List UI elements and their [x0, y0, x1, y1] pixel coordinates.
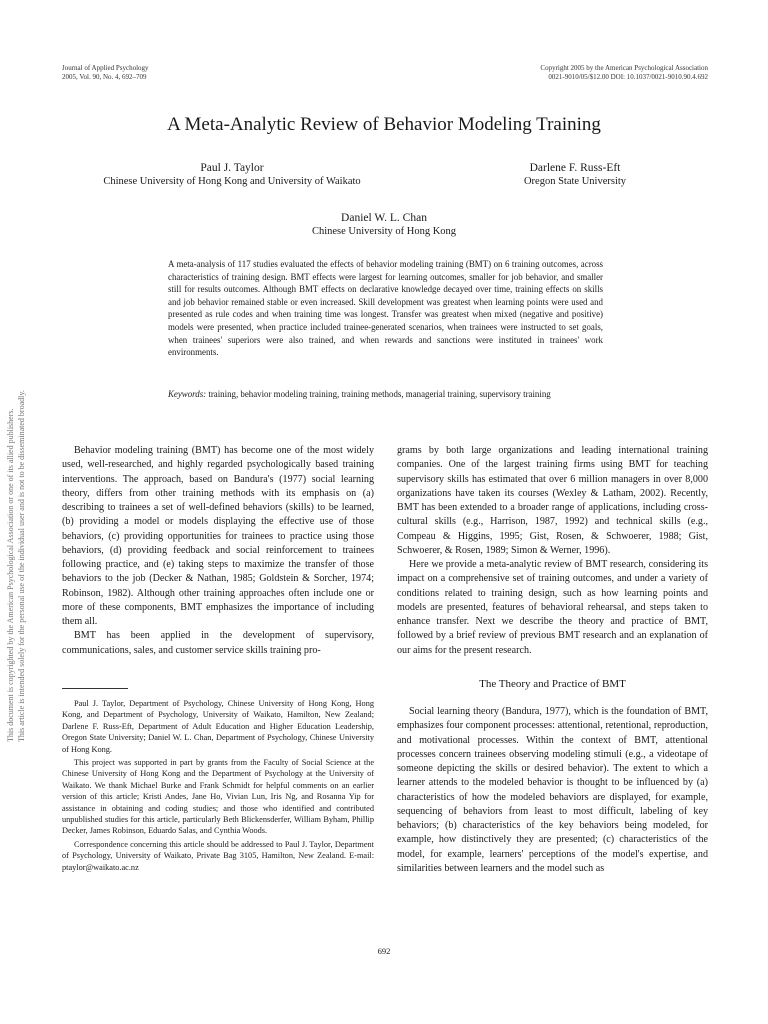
journal-name: Journal of Applied Psychology — [62, 64, 149, 72]
author-name: Darlene F. Russ-Eft — [529, 162, 621, 174]
author-affiliation: Chinese University of Hong Kong — [311, 226, 457, 237]
footnote-affiliations: Paul J. Taylor, Department of Psychology, Chinese University of Hong Kong, Hong Kong, and Department of Psychology, University of Waikato, Hamilton, New Zealand; Darlene F. Russ-Eft, Department of Adult Education and Higher Education Leadership, Oregon State University; Daniel W. L. Chan, Department of Psychology, Chinese University of Hong Kong. — [62, 699, 374, 754]
author-block-1 — [62, 162, 402, 188]
abstract: A meta-analysis of 117 studies evaluated the effects of behavior modeling training (BMT) on 6 training outcomes, across characteristics of training design. BMT effects were largest for learning outcomes, smaller for job behavior, and smaller still for results outcomes. Although BMT effects on declarative knowledge decayed over time, training effects on skills and job behavior remained stable or even increased. Skill development was greatest when learning points were used and presented as rule codes and when training time was longest. Transfer was greatest when mixed (negative and positive) models were presented, when practice included trainee-generated scenarios, when trainees were instructed to set goals, when trainees' superiors were also trained, and when rewards and sanctions were instituted in trainees' work environments. — [168, 259, 603, 358]
body-paragraph: Behavior modeling training (BMT) has become one of the most widely used, well-researched, and highly regarded psychologically based training interventions. The approach, based on Bandura's (1977) social learning theory, differs from other training methods with its emphasis on (a) describing to trainees a set of well-defined behaviors (skills) to be learned, (b) providing a model or models displaying the effective use of those behaviors, (c) providing opportunities for trainees to practice using those behaviors, (d) providing feedback and social reinforcement to trainees following practice, and (e) taking steps to maximize the transfer of those behaviors to the job (Decker & Nathan, 1985; Goldstein & Sorcher, 1974; Robinson, 1982). Although other training approaches often include one or more of these components, BMT emphasizes the importance of including them all. — [62, 445, 374, 627]
footnote-correspondence: Correspondence concerning this article should be addressed to Paul J. Taylor, Department of Psychology, University of Waikato, Private Bag 3105, Hamilton, New Zealand. E-mail: ptaylor@waikato.ac.nz — [62, 839, 374, 872]
usage-side-notice: This article is intended solely for the personal use of the individual user and is not to be disseminated broadly. — [17, 390, 26, 742]
doi-line: 0021-9010/05/$12.00 DOI: 10.1037/0021-9010.90.4.692 — [548, 72, 708, 81]
body-paragraph: Social learning theory (Bandura, 1977), which is the foundation of BMT, emphasizes four component processes: attentional, retentional, reproduction, and motivational processes. Within the context of BMT, attentional processes concern trainees observing modeling stimuli (e.g., a videotape of someone depicting the skills or desired behavior). The extent to which a learner attends to the modeled behavior is thought to be influenced by (a) characteristics of how the modeled behaviors are displayed, for example, sequencing of behaviors from least to most difficult, labeling of key behaviors; (b) characteristics of the key behaviors being modeled, for example, how distinctively they are presented; (c) characteristics of the model, for example, learners' perceptions of the model's expertise, and similarities between learners and the model such as — [397, 706, 708, 874]
copyright-side-notice: This document is copyrighted by the American Psychological Association or one of its allied publishers. — [6, 408, 15, 742]
author-name: Daniel W. L. Chan — [341, 212, 427, 224]
keywords-label: Keywords: — [168, 389, 207, 399]
right-column — [397, 444, 708, 876]
journal-citation — [62, 64, 149, 81]
page-number: 692 — [377, 946, 391, 956]
footnote-acknowledgments: This project was supported in part by grants from the Faculty of Social Science at the Chinese University of Hong Kong and the Department of Psychology at the University of Waikato. We thank Michael Burke and Frank Schmidt for helpful comments on an earlier version of this article; Kristi Andes, Jane Ho, Vivian Lun, Iris Ng, and Rosanna Yip for assistance in obtaining and coding studies; and those who identified and contributed unpublished studies for this article, particularly Beth Blickensderfer, William Byham, Phillip Decker, James Robinson, Eduardo Salas, and Cynthia Woods. — [62, 758, 374, 836]
footnotes — [62, 698, 374, 875]
author-affiliation: Chinese University of Hong Kong and University of Waikato — [103, 176, 361, 187]
left-column — [62, 444, 374, 658]
body-paragraph: BMT has been applied in the development of supervisory, communications, sales, and customer service skills training pro- — [62, 630, 374, 656]
section-heading: The Theory and Practice of BMT — [479, 677, 626, 690]
article-title: A Meta-Analytic Review of Behavior Modeling Training — [167, 114, 601, 135]
author-block-2 — [455, 162, 695, 188]
copyright-line: Copyright 2005 by the American Psychological Association — [540, 64, 708, 72]
body-paragraph: grams by both large organizations and leading international training companies. One of the largest training firms using BMT for teaching supervisory skills has estimated that over 6 million managers in over 8,000 organizations have taken its courses (Wexley & Latham, 2002). Recently, BMT has been extended to a broader range of applications, including cross-cultural skills (e.g., Harrison, 1987, 1992) and technical skills (e.g., Compeau & Higgins, 1995; Gist, Rosen, & Schwoerer, 1988; Gist, Schwoerer, & Rosen, 1989; Simon & Werner, 1996). — [397, 445, 708, 556]
footnote-divider — [62, 688, 128, 689]
copyright-notice — [540, 64, 708, 81]
journal-volume: 2005, Vol. 90, No. 4, 692–709 — [62, 72, 147, 81]
keywords-text: training, behavior modeling training, training methods, managerial training, supervisory training — [208, 389, 551, 399]
author-affiliation: Oregon State University — [523, 176, 627, 187]
author-block-3 — [0, 212, 768, 238]
body-paragraph: Here we provide a meta-analytic review of BMT research, considering its impact on a comprehensive set of training outcomes, and under a variety of conditions related to training design, such as how learning points and models are presented, features of behavioral rehearsal, and steps taken to enhance transfer. Next we describe the theory and practice of BMT, followed by a brief review of previous BMT research and an explanation of our aims for the present research. — [397, 559, 708, 656]
keywords — [168, 388, 603, 401]
author-name: Paul J. Taylor — [200, 162, 264, 174]
